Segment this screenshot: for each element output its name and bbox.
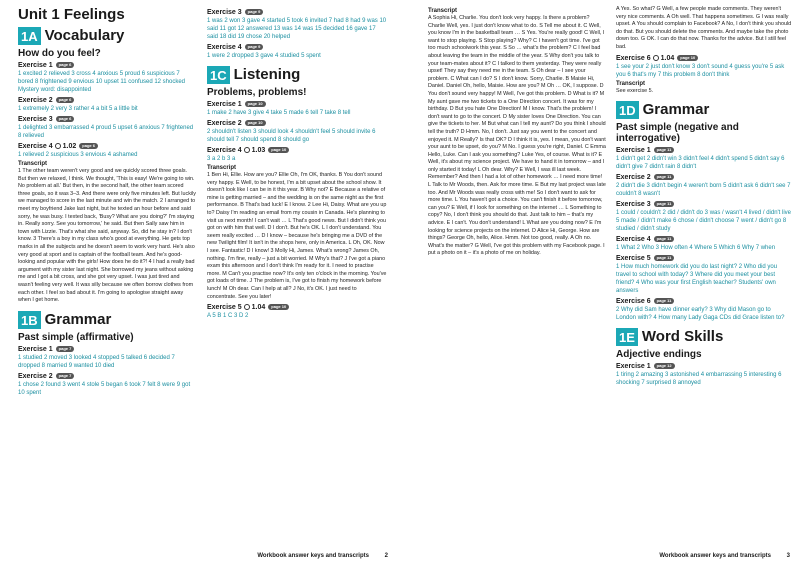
page-badge: page 7 [56, 346, 75, 352]
exercise-title: Exercise 1 page 6 [18, 61, 196, 70]
transcript-label: Transcript [207, 165, 237, 171]
page-badge: page 9 [245, 44, 264, 50]
section-name: Vocabulary [44, 27, 125, 44]
track-number: 1.03 [251, 147, 266, 154]
right-page [400, 0, 800, 564]
exercise-title: Exercise 6 1.04 page 10 [616, 54, 792, 63]
unit-title: Unit 1 Feelings [18, 6, 125, 23]
page-footer [257, 553, 388, 559]
section-code: 1E [616, 328, 638, 346]
track-number: 1.04 [660, 54, 675, 62]
transcript-text: See exercise 5. [616, 87, 654, 94]
exercise-title: Exercise 2 page 11 [616, 173, 792, 182]
page-badge: page 6 [56, 62, 75, 68]
exercise-title: Exercise 2 page 7 [18, 372, 196, 381]
page-number: 3 [786, 553, 790, 559]
track-number: 1.02 [62, 143, 77, 150]
left-column-1 [18, 6, 196, 398]
section-name: Word Skills [641, 328, 724, 346]
track-number: 1.04 [251, 304, 266, 312]
section-subtitle: Past simple (affirmative) [18, 331, 134, 343]
transcript-text: A Sophia Hi, Charlie. You don't look very happy. Is there a problem? Charlie Well, yes. I just don't know what to do. S Tell me about it. C Well, you know I'm in the basketball team … S Yes. You're really good! C Well, I want to stop playing. S Stop playing? Why? C I haven't got time. I've got too much schoolwork this year. S So … what's the problem? C I feel bad about leaving the team in the middle of the year. S Why don't you talk to your team-mates about it? C I talked to them yesterday. They were really upset! They say they need me in the team. S Oh dear – I see your problem. C What can I do? S I don't know. Sorry, Charlie. B Maisie Hi, Daniel. Daniel Oh, hello, Maisie. How are you? M Oh … OK, I suppose. D You don't sound very happy! M Well, I've got this problem. D What is it? M My aunt gave me two tickets to a One Direction concert. It was for my birthday. D But you hate One Direction! M I know. That's the problem! I don't want to go to the concert. D My sister loves One Direction. You can give the tickets to her. M But what can I tell my aunt? Do you think I should tell the truth? D Hmm. No, I don't. Just say you went to the concert and enjoyed it. M Really? Is that OK? D I think it is, yes. I mean, you don't want your aunt to be upset, do you? M No. I guess you're right, Daniel. C Emma Hello, Luke. Can I ask you something? Luke Yes, of course. What is it? E Well, it's about my science project. We have to hand it in tomorrow – and I only started it today! L Oh dear. Why? E Well, I was ill last week. Remember? And then I had a lot of other homework … I need more time! L Talk to Mr Woods, then. Ask for more time. E But my last project was late too. And Mr Woods was really cross with me! So I don't want to ask for more time. L You haven't got a choice. You can't finish it before tomorrow, can you? E Well, if I look for something on the internet … L Something to copy? No, I don't think you should do that. Just talk to him – that's my advice. E I can't. You don't understand! L What are you doing now? E I'm looking for science projects on the internet. D Alice Hi, George. How are things? George Oh, hello, Alice. Hmm. Not too good, really. A Oh no. What's the matter? G Well, I've got this problem with my Facebook page. I put a photo on it – it's a photo of me on holiday. [428, 15, 606, 257]
exercise-answers: 1 How much homework did you do last night? 2 Who did you travel to school with today? 3 Where did you meet your best friend? 4 Who was your first English teacher? Students' own answers [616, 264, 778, 295]
right-column-2 [616, 6, 792, 388]
exercise-answers: 1 could / couldn't 2 did / didn't do 3 was / wasn't 4 lived / didn't live 5 made / didn't make 6 chose / didn't choose 7 went / didn't go 8 studied / didn't study [616, 210, 792, 233]
section-subtitle: Past simple (negative and interrogative) [616, 122, 739, 145]
exercise-answers: 1 didn't get 2 didn't win 3 didn't feel 4 didn't spend 5 didn't say 6 didn't give 7 didn't rain 8 didn't [616, 156, 785, 171]
exercise-answers: 2 shouldn't listen 3 should look 4 shouldn't feel 5 should invite 6 should tell 7 should spend 8 should go [207, 129, 376, 143]
exercise-answers: 1 relieved 2 suspicious 3 envious 4 ashamed [18, 152, 138, 158]
exercise-title: Exercise 3 page 11 [616, 200, 792, 209]
exercise-answers: 3 a 2 b 3 a [207, 156, 236, 162]
exercise-answers: 1 was 2 won 3 gave 4 started 5 took 6 invited 7 had 8 had 9 was 10 said 11 got 12 answered 13 was 14 was 15 decided 16 gave 17 said 18 did 19 chose 20 helped [207, 18, 387, 40]
section-1b-header [18, 311, 196, 329]
exercise-answers: 1 What 2 Who 3 How often 4 Where 5 Which 6 Why 7 when [616, 245, 776, 252]
exercise-title: Exercise 4 page 11 [616, 235, 792, 244]
audio-cd-icon [244, 304, 250, 310]
exercise-title: Exercise 1 page 12 [616, 362, 792, 371]
exercise-answers: 1 excited 2 relieved 3 cross 4 anxious 5 proud 6 suspicious 7 bored 8 frightened 9 envious 10 upset 11 confused 12 shocked Mystery word: disappointed [18, 71, 186, 93]
section-code: 1A [18, 27, 41, 45]
section-name: Grammar [44, 310, 112, 328]
exercise-title: Exercise 1 page 10 [207, 100, 387, 109]
exercise-answers: 1 were 2 dropped 3 gave 4 studied 5 spent [207, 53, 321, 59]
exercise-title: Exercise 6 page 11 [616, 297, 792, 306]
audio-cd-icon [55, 143, 61, 149]
exercise-answers: 2 Why did Sam have dinner early? 3 Why did Mason go to London with? 4 How many Lady Gaga CDs did Grace listen to? [616, 307, 785, 322]
page-badge: page 10 [268, 304, 289, 310]
page-badge: page 12 [654, 363, 675, 369]
section-subtitle: How do you feel? [18, 48, 101, 59]
page-badge: page 11 [654, 236, 675, 242]
exercise-title: Exercise 5 1.04 page 10 [207, 303, 387, 312]
page-badge: page 9 [245, 9, 264, 15]
transcript-text: A Yes. So what? G Well, a few people made comments. They weren't very nice comments. A Oh well. That happens sometimes. G I was really upset. A You should complain to Facebook? A No, I don't think you should do that. But you should delete the comments. And maybe take the photo down too. G OK. I can do that now. Thanks for the advice. But I still feel bad. [616, 6, 792, 50]
section-subtitle: Problems, problems! [207, 87, 307, 98]
exercise-answers: 1 studied 2 moved 3 looked 4 stopped 5 talked 6 decided 7 dropped 8 married 9 wanted 10 died [18, 354, 175, 369]
page-badge: page 11 [654, 255, 675, 261]
page-badge: page 7 [56, 373, 75, 379]
section-code: 1B [18, 311, 41, 329]
section-1c-header [207, 66, 387, 84]
page-badge: page 6 [56, 116, 75, 122]
exercise-answers: 1 delighted 3 embarrassed 4 proud 5 upset 6 anxious 7 frightened 8 relieved [18, 125, 194, 139]
exercise-answers: A 5 B 1 C 3 D 2 [207, 313, 249, 320]
section-1a-header [18, 27, 196, 45]
page-badge: page 10 [245, 101, 266, 107]
page-badge: page 10 [245, 120, 266, 126]
section-1d-header [616, 101, 792, 119]
exercise-title: Exercise 2 page 10 [207, 119, 387, 128]
exercise-answers: 2 didn't die 3 didn't begin 4 weren't born 5 didn't ask 6 didn't see 7 couldn't 8 wasn't [616, 183, 791, 198]
exercise-answers: 1 tiring 2 amazing 3 astonished 4 embarrassing 5 interesting 6 shocking 7 surprised 8 annoyed [616, 372, 782, 387]
transcript-label: Transcript [616, 80, 646, 87]
section-subtitle: Adjective endings [616, 349, 702, 361]
footer-text: Workbook answer keys and transcripts [659, 553, 771, 559]
exercise-title: Exercise 4 page 9 [207, 43, 387, 52]
audio-cd-icon [244, 147, 250, 153]
exercise-title: Exercise 4 1.02 page 6 [18, 142, 196, 151]
exercise-title: Exercise 4 1.03 page 10 [207, 146, 387, 155]
transcript-text: 1 The other team weren't very good and we quickly scored three goals. But then we relaxed, I think. We thought, 'This is easy! We're going to win. No problem at all.' But then, in the second half, the other team scored three goals, so it was 3–3. And there were only five minutes left. But luckily we managed to score in the last minute and win the match. 2 I arranged to meet my boyfriend Jake last night, but he texted an hour before and said sorry, he was busy. I texted back, 'Busy? What are you doing?' I'm staying in. Really sorry. See you tomorrow,' he said. But then Sally saw him in town with Lizzie. That's what she said, anyway. So, did he stay in? I don't know. 3 There's a boy in my class who's good at everything. He gets top marks in all the subjects and he doesn't seem to work very hard. He's also very good at sport and is captain of the football team. And he's good-looking and popular with the girls! How does he do it?! 4 I had a really bad argument with my sister last night. She borrowed my jeans without asking me and I got a bit cross, and she got very upset. I was just tired and wasn't feeling very well. It was silly because we often borrow clothes from each other. I feel so bad about it. I'm going to apologise straight away when I get home. [18, 168, 196, 304]
exercise-answers: 1 extremely 2 very 3 rather 4 a bit 5 a little bit [18, 106, 138, 112]
transcript-label: Transcript [428, 8, 458, 14]
section-1e-header [616, 328, 792, 346]
page-badge: page 10 [677, 55, 698, 61]
exercise-title: Exercise 1 page 7 [18, 345, 196, 354]
page-badge: page 6 [56, 97, 75, 103]
page-badge: page 11 [654, 201, 675, 207]
exercise-answers: 1 make 2 have 3 give 4 take 5 made 6 tell 7 take 8 tell [207, 110, 351, 116]
exercise-answers: 1 see your 2 just don't know 3 don't sound 4 guess you're 5 ask you 6 that's my 7 this problem 8 don't think [616, 63, 785, 78]
section-name: Grammar [642, 101, 710, 119]
page-badge: page 10 [268, 147, 289, 153]
page-footer [659, 553, 790, 559]
exercise-title: Exercise 1 page 11 [616, 146, 792, 155]
page-number: 2 [384, 553, 388, 559]
exercise-title: Exercise 3 page 6 [18, 115, 196, 124]
right-column-1 [428, 6, 606, 258]
page-badge: page 11 [654, 298, 675, 304]
page-badge: page 11 [654, 147, 675, 153]
section-name: Listening [233, 66, 301, 83]
exercise-title: Exercise 2 page 6 [18, 96, 196, 105]
transcript-label: Transcript [18, 161, 48, 167]
left-column-2 [207, 6, 387, 321]
section-code: 1C [207, 66, 230, 84]
transcript-text: 1 Ben Hi, Ellie. How are you? Ellie Oh, I'm OK, thanks. B You don't sound very happy. E Well, to be honest, I'm a bit upset about the school show. It doesn't look like I can be in it this year. B Why not? E Because a relative of mine is getting married – and the wedding is on the same night as the first performance. B That's bad luck! E I know. 2 Lee Hi, Daisy. What are you up to? Daisy I'm reading an email from my cousin in Canada. He's planning to visit us next month! I can't wait … L That's good news. But I didn't think you got on with him that well. D I don't. But he's OK. L I don't understand. You seem really excited … D I know – because he's bringing me a DVD of the new Twilight film! It isn't in the shops here, only in America. L Oh, OK. Now I see. Fantastic! D I know! 3 Molly Hi, James. What's wrong? James Oh, nothing. I'm fine, really – just a bit worried. M Why's that? J I've got a piano exam this afternoon and I don't think I'm ready for it. I need to practise more. M Can't you practise now? It's only ten o'clock in the morning. You've got loads of time. J The problem is, I've got to finish my homework before lunch! M Oh dear. Can I help at all? J No, it's OK. I just need to concentrate. See you later! [207, 172, 387, 300]
footer-text: Workbook answer keys and transcripts [257, 553, 369, 559]
exercise-title: Exercise 5 page 11 [616, 254, 792, 263]
audio-cd-icon [653, 55, 659, 61]
page-badge: page 11 [654, 174, 675, 180]
section-code: 1D [616, 101, 639, 119]
exercise-answers: 1 chose 2 found 3 went 4 stole 5 began 6 took 7 felt 8 were 9 got 10 spent [18, 381, 191, 396]
page-badge: page 6 [79, 143, 98, 149]
exercise-title: Exercise 3 page 9 [207, 8, 387, 17]
